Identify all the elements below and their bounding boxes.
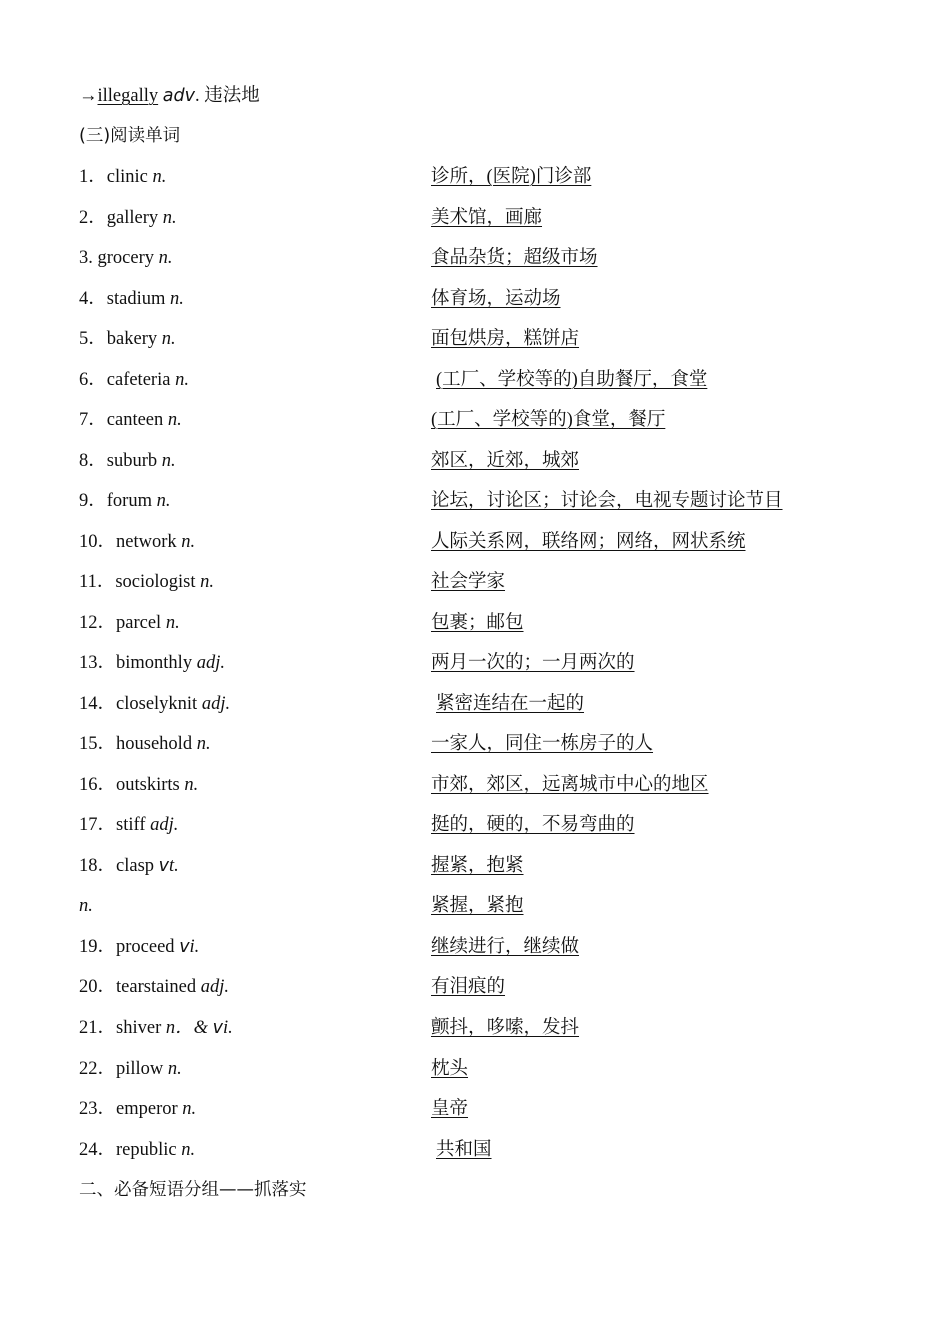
item-pos: n. <box>167 410 182 430</box>
vocab-item-8 <box>79 446 879 476</box>
item-pos-v: v <box>158 856 170 876</box>
item-meaning: 郊区，近郊，城郊 <box>431 451 580 471</box>
item-pos-2: i. <box>222 1018 233 1038</box>
item-number: 14． <box>79 694 117 714</box>
item-word: tearstained <box>116 977 197 997</box>
item-meaning: 体育场，运动场 <box>431 289 561 309</box>
item-pos: n．& <box>165 1018 213 1038</box>
vocab-item-7 <box>79 405 879 435</box>
item-meaning: 颤抖，哆嗦，发抖 <box>431 1018 580 1038</box>
pos-dot: . <box>194 86 200 106</box>
vocab-item-12 <box>79 608 879 638</box>
item-number: 7． <box>79 410 107 430</box>
item-word: bakery <box>106 329 158 349</box>
item-number: 9． <box>79 491 107 511</box>
item-word: suburb <box>106 451 158 471</box>
item-pos: n. <box>175 370 189 390</box>
item-number: 12． <box>79 613 117 633</box>
vocab-item-9 <box>79 486 879 516</box>
item-word: canteen <box>106 410 164 430</box>
item-pos: n. <box>162 208 177 228</box>
item-pos: n. <box>167 1059 182 1079</box>
item-word: republic <box>116 1140 177 1160</box>
vocab-item-19 <box>79 932 879 962</box>
item-meaning: 两月一次的；一月两次的 <box>431 653 635 673</box>
vocab-item-24 <box>79 1135 879 1165</box>
item-number: 20． <box>79 977 117 997</box>
vocab-item-21 <box>79 1013 879 1043</box>
item-word: cafeteria <box>106 370 171 390</box>
item-meaning: 握紧，抱紧 <box>431 856 524 876</box>
item-word: stiff <box>116 815 146 835</box>
item-word: shiver <box>116 1018 162 1038</box>
vocab-item-23 <box>79 1094 879 1124</box>
item-number: 10． <box>79 532 117 552</box>
vocab-item-16 <box>79 770 879 800</box>
item-number: 8． <box>79 451 107 471</box>
item-number: 22． <box>79 1059 117 1079</box>
vocab-item-13 <box>79 648 879 678</box>
item-meaning: 美术馆，画廊 <box>431 208 543 228</box>
item-word: clinic <box>106 167 148 187</box>
item-word: gallery <box>106 208 159 228</box>
item-pos: i. <box>189 937 200 957</box>
item-meaning: 市郊，郊区，远离城市中心的地区 <box>431 775 709 795</box>
item-word: household <box>116 734 197 754</box>
top-line-illegally <box>79 81 879 111</box>
item-word: bimonthly <box>116 653 193 673</box>
item-meaning: 挺的，硬的，不易弯曲的 <box>431 815 635 835</box>
item-word: forum <box>106 491 152 511</box>
item-number: 15． <box>79 734 117 754</box>
item-pos: n. <box>200 572 214 592</box>
item-number: 17． <box>79 815 117 835</box>
item-meaning: 紧密连结在一起的 <box>436 694 585 714</box>
item-word: sociologist <box>115 572 196 592</box>
item-pos: n. <box>161 329 176 349</box>
item-number: 18． <box>79 856 117 876</box>
item-number: 24． <box>79 1140 117 1160</box>
item-meaning: 包裹；邮包 <box>431 613 524 633</box>
pos-label: adv <box>162 86 195 106</box>
item-word: network <box>116 532 177 552</box>
item-pos: t. <box>169 856 179 876</box>
item-meaning: (工厂、学校等的)食堂，餐厅 <box>431 410 666 430</box>
item-pos: n. <box>156 491 171 511</box>
item-word: pillow <box>116 1059 164 1079</box>
vocab-item-18 <box>79 851 879 881</box>
item-word: clasp <box>116 856 155 876</box>
section-heading-phrases: 二、必备短语分组——抓落实 <box>79 1180 307 1200</box>
item-meaning: 共和国 <box>436 1140 492 1160</box>
item-number: 13． <box>79 653 117 673</box>
vocab-item-10 <box>79 527 879 557</box>
item-pos: adj. <box>196 653 225 673</box>
vocab-item-11 <box>79 567 879 597</box>
item-pos: n. <box>161 451 176 471</box>
item-number: 1． <box>79 167 107 187</box>
vocab-item-5 <box>79 324 879 354</box>
item-pos: adj. <box>150 815 179 835</box>
vocab-item-14 <box>79 689 879 719</box>
item-pos-v: v <box>212 1018 223 1038</box>
item-meaning: 诊所，(医院)门诊部 <box>431 167 592 187</box>
item-number: 2． <box>79 208 107 228</box>
item-meaning: 社会学家 <box>431 572 506 592</box>
item-pos: n. <box>79 896 93 916</box>
item-pos: n. <box>165 613 180 633</box>
item-pos: n. <box>158 248 173 268</box>
item-number: 4． <box>79 289 107 309</box>
item-meaning: 一家人，同住一栋房子的人 <box>431 734 654 754</box>
item-word: grocery <box>97 248 154 268</box>
item-number: 16． <box>79 775 117 795</box>
section-heading-reading-words: (三)阅读单词 <box>79 126 181 146</box>
vocab-item-6 <box>79 365 879 395</box>
item-word: closelyknit <box>116 694 198 714</box>
item-number: 6． <box>79 370 107 390</box>
item-word: emperor <box>116 1099 178 1119</box>
item-meaning: 枕头 <box>431 1059 469 1079</box>
item-meaning: 食品杂货；超级市场 <box>431 248 598 268</box>
vocab-item-1 <box>79 162 879 192</box>
vocab-item-15 <box>79 729 879 759</box>
item-meaning: 紧握，紧抱 <box>431 896 524 916</box>
item-meaning: (工厂、学校等的)自助餐厅，食堂 <box>436 370 708 390</box>
item-pos: n. <box>182 1099 197 1119</box>
item-number: 5． <box>79 329 107 349</box>
item-pos: n. <box>152 167 167 187</box>
vocab-item-4 <box>79 284 879 314</box>
item-word: stadium <box>106 289 166 309</box>
item-pos: n. <box>181 1140 196 1160</box>
item-word: proceed <box>116 937 175 957</box>
item-meaning: 继续进行，继续做 <box>431 937 580 957</box>
vocab-item-20 <box>79 972 879 1002</box>
arrow-symbol: → <box>79 86 98 106</box>
vocab-item-2 <box>79 203 879 233</box>
item-number: 19． <box>79 937 117 957</box>
vocab-item-3 <box>79 243 879 273</box>
item-pos-v: v <box>179 937 190 957</box>
vocab-item-17 <box>79 810 879 840</box>
item-number: 23． <box>79 1099 117 1119</box>
item-meaning: 面包烘房，糕饼店 <box>431 329 580 349</box>
item-pos: n. <box>196 734 211 754</box>
item-word: outskirts <box>116 775 180 795</box>
meaning-illegally: 违法地 <box>204 86 260 106</box>
vocab-item-18-noun <box>79 891 879 921</box>
item-meaning: 人际关系网，联络网；网络，网状系统 <box>431 532 746 552</box>
item-meaning: 有泪痕的 <box>431 977 506 997</box>
item-pos: n. <box>169 289 184 309</box>
item-pos: n. <box>181 532 196 552</box>
item-pos: adj. <box>201 694 231 714</box>
item-pos: n. <box>184 775 199 795</box>
vocab-item-22 <box>79 1054 879 1084</box>
item-pos: adj. <box>200 977 230 997</box>
item-meaning: 论坛，讨论区；讨论会，电视专题讨论节目 <box>431 491 783 511</box>
item-number: 11． <box>79 572 116 592</box>
item-number: 21． <box>79 1018 117 1038</box>
item-meaning: 皇帝 <box>431 1099 469 1119</box>
word-illegally: illegally <box>97 86 159 106</box>
item-word: parcel <box>116 613 162 633</box>
item-number: 3. <box>79 248 98 268</box>
